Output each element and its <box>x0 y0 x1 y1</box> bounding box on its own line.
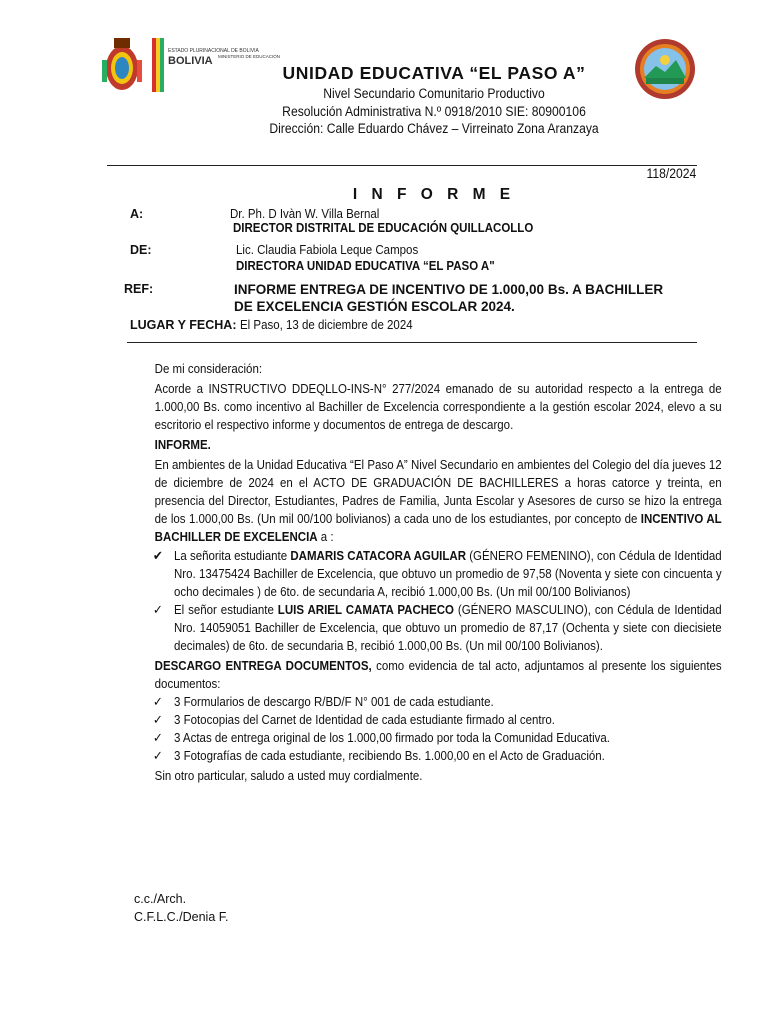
document-number: 118/2024 <box>646 166 696 181</box>
from-name: Lic. Claudia Fabiola Leque Campos <box>236 243 419 257</box>
cc-line-2: C.F.L.C./Denia F. <box>134 910 229 924</box>
svg-text:BOLIVIA: BOLIVIA <box>168 55 213 67</box>
list-item: ✓ El señor estudiante LUIS ARIEL CAMATA PACHECO (GÉNERO MASCULINO), con Cédula de Identidad Nro. 14059051 Bachiller de Excelencia, que obtuvo un promedio de 87,17 (Ochenta y siete con diecisiete decimales) de 6to. de secundaria B, recibió 1.000,00 Bs. (Un mil 00/100 Bolivianos). <box>152 602 722 653</box>
intro-paragraph: Acorde a INSTRUCTIVO DDEQLLO-INS-N° 277/2024 emanado de su autoridad respecto a la entrega de 1.000,00 Bs. como incentivo al Bachiller de Excelencia correspondiente a la gestión escolar 2024, elevo a su escritorio el respectivo informe y documentos de entrega de descargo. <box>154 382 722 432</box>
list-item: ✓ 3 Formularios de descargo R/BD/F N° 001 de cada estudiante. <box>152 694 494 709</box>
closing-line: Sin otro particular, saludo a usted muy cordialmente. <box>154 769 423 783</box>
checkmark-icon: ✓ <box>152 748 163 763</box>
documents-list <box>152 693 722 765</box>
list-item: ✔ La señorita estudiante DAMARIS CATACORA AGUILAR (GÉNERO FEMENINO), con Cédula de Identidad Nro. 13475424 Bachiller de Excelencia, que obtuvo un promedio de 97,58 (Noventa y siete con cincuenta y ocho decimales ) de 6to. de secundaria A, recibió 1.000,00 Bs. (Un mil 00/100 Bolivianos) <box>152 548 722 599</box>
checkmark-icon: ✔ <box>152 548 163 563</box>
documents-paragraph: DESCARGO ENTREGA DOCUMENTOS, como evidencia de tal acto, adjuntamos al presente los siguientes documentos: <box>154 659 722 691</box>
from-label: DE: <box>130 243 152 257</box>
place-date-label: LUGAR Y FECHA: <box>130 318 237 332</box>
ref-subject <box>234 281 704 315</box>
place-date-value: El Paso, 13 de diciembre de 2024 <box>240 318 413 332</box>
list-item: ✓ 3 Fotocopias del Carnet de Identidad de cada estudiante firmado al centro. <box>152 712 555 727</box>
report-paragraph: En ambientes de la Unidad Educativa “El Paso A” Nivel Secundario en ambientes del Colegio del día jueves 12 de diciembre de 2024 en el ACTO DE GRADUACIÓN DE BACHILLERES a horas catorce y treinta, en presencia del Director, Estudiantes, Padres de Familia, Junta Escolar y Asesores de curso se hizo la entrega de los 1.000,00 Bs. (Un mil 00/100 bolivianos) a cada uno de los estudiantes, por concepto de INCENTIVO AL BACHILLER DE EXCELENCIA a : <box>154 458 722 544</box>
svg-text:MINISTERIO DE EDUCACIÓN: MINISTERIO DE EDUCACIÓN <box>218 54 281 59</box>
to-label: A: <box>130 207 144 221</box>
header-line-address: Dirección: Calle Eduardo Chávez – Virreinato Zona Aranzaya <box>269 121 599 136</box>
letter-body <box>130 360 722 785</box>
student-list <box>152 547 722 655</box>
checkmark-icon: ✓ <box>152 602 163 617</box>
coat-of-arms-icon <box>102 38 142 90</box>
section-informe-heading: INFORME. <box>154 438 211 452</box>
checkmark-icon: ✓ <box>152 730 163 745</box>
routing-divider <box>127 342 697 343</box>
header-line-level: Nivel Secundario Comunitario Productivo <box>323 86 545 101</box>
to-role: DIRECTOR DISTRITAL DE EDUCACIÓN QUILLACOLLO <box>233 221 534 235</box>
from-role: DIRECTORA UNIDAD EDUCATIVA “EL PASO A" <box>236 259 495 273</box>
list-item: ✓ 3 Actas de entrega original de los 1.000,00 firmado por toda la Comunidad Educativa. <box>152 730 610 745</box>
header-line-resolution: Resolución Administrativa N.º 0918/2010 SIE: 80900106 <box>282 104 586 119</box>
checkmark-icon: ✓ <box>152 712 163 727</box>
checkmark-icon: ✓ <box>152 694 163 709</box>
to-name: Dr. Ph. D Ivàn W. Villa Bernal <box>230 207 380 221</box>
ref-label: REF: <box>124 282 154 296</box>
document-title: I N F O R M E <box>352 186 516 203</box>
greeting: De mi consideración: <box>154 362 263 376</box>
cc-line-1: c.c./Arch. <box>134 892 187 906</box>
header-divider <box>107 165 697 166</box>
ref-subject-line-1: INFORME ENTREGA DE INCENTIVO DE 1.000,00 Bs. A BACHILLER <box>234 282 664 297</box>
svg-text:ESTADO PLURINACIONAL DE BOLIVI: ESTADO PLURINACIONAL DE BOLIVIA <box>168 48 259 54</box>
list-item: ✓ 3 Fotografías de cada estudiante, recibiendo Bs. 1.000,00 en el Acto de Graduación. <box>152 748 605 763</box>
ref-subject-line-2: DE EXCELENCIA GESTIÓN ESCOLAR 2024. <box>234 299 515 314</box>
school-name: UNIDAD EDUCATIVA “EL PASO A” <box>282 63 586 83</box>
